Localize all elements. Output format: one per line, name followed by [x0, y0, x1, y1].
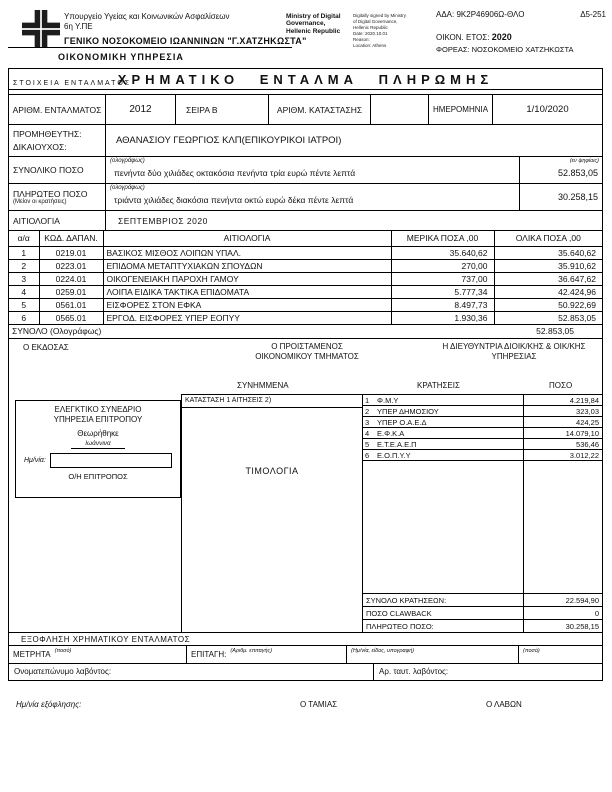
fiscal-year-label: ΟΙΚΟΝ. ΕΤΟΣ: — [436, 33, 490, 42]
col-partial-amounts: ΜΕΡΙΚΑ ΠΟΣΑ ,00 — [391, 231, 494, 246]
expense-row — [9, 311, 602, 324]
expense-row — [9, 259, 602, 272]
row-index: 2 — [9, 259, 39, 272]
warrant-form — [8, 68, 603, 681]
in-words-sublabel: (ολογράφως) — [110, 185, 145, 191]
stamp-detail-line: Date: 2020.10.01 — [353, 31, 388, 37]
in-digits-sublabel: (εν ψηφίοις) — [569, 158, 599, 164]
expense-description: ΕΡΓΟΔ. ΕΙΣΦΟΡΕΣ ΥΠΕΡ ΕΟΠΥΥ — [103, 311, 391, 324]
deduction-row — [363, 406, 602, 417]
clawback-row — [363, 606, 602, 619]
ministry-cross-logo — [22, 10, 60, 48]
deduction-row — [363, 417, 602, 428]
payoff-section-title: ΕΞΟΦΛΗΣΗ ΧΡΗΜΑΤΙΚΟΥ ΕΝΤΑΛΜΑΤΟΣ — [9, 632, 602, 646]
deduction-index: 4 — [365, 428, 370, 438]
audit-date-row — [24, 453, 172, 468]
payable-amount-label — [9, 184, 106, 210]
partial-amount: 1.930,36 — [391, 311, 494, 324]
payoff-date-label: Ημ/νία εξόφλησης: — [16, 700, 82, 709]
row-index: 3 — [9, 272, 39, 285]
total-amount-words — [106, 157, 520, 183]
audit-date-label: Ημ/νία: — [24, 457, 46, 465]
row-index: 6 — [9, 311, 39, 324]
expense-code: 0565.01 — [39, 311, 103, 324]
attachments-label: ΣΥΝΗΜΜΕΝΑ — [237, 380, 289, 390]
payable-amount-row — [9, 184, 602, 211]
expense-total-label: ΣΥΝΟΛΟ (Ολογράφως) — [9, 324, 494, 338]
net-payable-label: ΠΛΗΡΩΤΕΟ ΠΟΣΟ: — [366, 621, 434, 631]
expense-code: 0561.01 — [39, 298, 103, 311]
issuer-signature-label: Ο ΕΚΔΟΣΑΣ — [23, 342, 69, 352]
statement-number-value — [371, 95, 429, 124]
date-kind-sublabel: (Ημ/νία, είδος, υπογραφή) — [351, 647, 415, 654]
deduction-row — [363, 439, 602, 450]
ada-line — [436, 10, 606, 19]
approved-label: Θεωρήθηκε — [77, 429, 119, 439]
check-label: ΕΠΙΤΑΓΗ: — [191, 649, 227, 659]
running-total: 42.424,96 — [494, 285, 602, 298]
warrant-info-row — [9, 95, 602, 125]
department-name: ΟΙΚΟΝΟΜΙΚΗ ΥΠΗΡΕΣΙΑ — [58, 52, 184, 62]
deduction-name: ΥΠΕΡ Ο.Α.Ε.Δ — [377, 417, 427, 427]
expense-row — [9, 272, 602, 285]
section-labels-row — [9, 381, 602, 394]
health-region: 6η Υ.ΠΕ — [64, 22, 93, 32]
signatures-row — [9, 339, 602, 381]
expense-row — [9, 298, 602, 311]
agency-label: ΦΟΡΕΑΣ: — [436, 45, 470, 54]
hospital-name: ΓΕΝΙΚΟ ΝΟΣΟΚΟΜΕΙΟ ΙΩΑΝΝΙΝΩΝ "Γ.ΧΑΤΖΗΚΩΣΤΑ" — [64, 35, 307, 46]
fiscal-year-value: 2020 — [491, 32, 512, 42]
partial-amount: 8.497,73 — [391, 298, 494, 311]
deduction-name: Ε.Φ.Κ.Α — [377, 428, 405, 438]
deduction-index: 6 — [365, 450, 370, 460]
attachments-box — [181, 394, 363, 632]
justification-value: ΣΕΠΤΕΜΒΡΙΟΣ 2020 — [118, 215, 208, 226]
amount-label: ΠΟΣΟ — [549, 380, 573, 390]
stamp-detail-line: Location: Athens — [353, 43, 387, 49]
deduction-amount: 3.012,22 — [569, 450, 599, 460]
stamp-detail-line: Hellenic Republic — [353, 25, 388, 31]
supplier-label: ΠΡΟΜΗΘΕΥΤΗΣ: — [13, 129, 82, 139]
total-amount-digits — [520, 157, 602, 183]
deduction-index: 3 — [365, 417, 370, 427]
partial-amount: 5.777,34 — [391, 285, 494, 298]
audit-court-line2: ΥΠΗΡΕΣΙΑ ΕΠΙΤΡΟΠΟΥ — [53, 415, 143, 425]
payee-labels — [9, 125, 106, 156]
deduction-amount: 424,25 — [576, 417, 599, 427]
stamp-signer-name: Ministry of Digital Governance, Hellenic Republic — [286, 13, 341, 35]
col-index: α/α — [9, 231, 39, 246]
audit-court-box — [15, 400, 181, 498]
stamp-details — [353, 13, 406, 49]
running-total: 52.853,05 — [494, 311, 602, 324]
total-amount-row — [9, 157, 602, 184]
expense-row — [9, 285, 602, 298]
expense-header-row — [9, 231, 602, 246]
net-payable-value: 30.258,15 — [565, 621, 599, 631]
cashier-signature-label: Ο ΤΑΜΙΑΣ — [300, 700, 338, 709]
agency-value: ΝΟΣΟΚΟΜΕΙΟ ΧΑΤΖΗΚΩΣΤΑ — [471, 45, 574, 54]
justification-label: ΑΙΤΙΟΛΟΓΙΑ — [9, 211, 106, 230]
partial-amount: 737,00 — [391, 272, 494, 285]
amount-sublabel: (ποσό) — [523, 647, 540, 654]
col-expense-code: ΚΩΔ. ΔΑΠΑΝ. — [39, 231, 103, 246]
warrant-details-label: ΣΤΟΙΧΕΙΑ ΕΝΤΑΛΜΑΤΟΣ — [13, 80, 132, 87]
boxes-area — [9, 394, 602, 632]
row-index: 5 — [9, 298, 39, 311]
total-words-text: πενήντα δύο χιλιάδες οκτακόσια πενήντα τρία ευρώ πέντε λεπτά — [114, 168, 356, 178]
total-amount-label: ΣΥΝΟΛΙΚΟ ΠΟΣΟ — [9, 157, 106, 183]
finance-head-signature-label: Ο ΠΡΟΙΣΤΑΜΕΝΟΣ ΟΙΚΟΝΟΜΙΚΟΥ ΤΜΗΜΑΤΟΣ — [255, 341, 359, 361]
deduction-name: Ε.Ο.Π.Υ.Υ — [377, 450, 411, 460]
attachments-list: ΚΑΤΑΣΤΑΣΗ 1 ΑΙΤΗΣΕΙΣ 2) — [182, 395, 362, 408]
total-digits-value: 52.853,05 — [557, 168, 598, 178]
expense-total-value: 52.853,05 — [494, 324, 602, 338]
amount-cell — [519, 646, 602, 663]
deduction-row — [363, 395, 602, 406]
row-index: 1 — [9, 246, 39, 259]
date-value: 1/10/2020 — [526, 104, 569, 115]
stamp-detail-line: of Digital Governance, — [353, 19, 398, 25]
expense-description: ΕΙΣΦΟΡΕΣ ΣΤΟΝ ΕΦΚΑ — [103, 298, 391, 311]
page-title: ΧΡΗΜΑΤΙΚΟ ΕΝΤΑΛΜΑ ΠΛΗΡΩΜΗΣ — [117, 72, 494, 87]
warrant-number-value: 2012 — [106, 95, 176, 124]
check-cell — [187, 646, 347, 663]
document-header — [0, 0, 612, 68]
beneficiary-label: ΔΙΚΑΙΟΥΧΟΣ: — [13, 141, 67, 152]
expense-code: 0224.01 — [39, 272, 103, 285]
cash-cell — [9, 646, 187, 663]
commissioner-label: Ο/Η ΕΠΙΤΡΟΠΟΣ — [68, 472, 128, 482]
stamp-detail-line: Reason: — [353, 37, 370, 43]
deductions-label: ΚΡΑΤΗΣΕΙΣ — [417, 380, 460, 390]
payable-words-text: τριάντα χιλιάδες διακόσια πενήντα οκτώ ευρώ δέκα πέντε λεπτά — [114, 195, 354, 205]
col-description: ΑΙΤΙΟΛΟΓΙΑ — [103, 231, 391, 246]
payable-amount-words — [106, 184, 520, 210]
digital-signature-stamp — [286, 13, 444, 49]
expense-code: 0223.01 — [39, 259, 103, 272]
date-label: ΗΜΕΡΟΜΗΝΙΑ — [429, 95, 493, 124]
deduction-index: 5 — [365, 439, 370, 449]
running-total: 36.647,62 — [494, 272, 602, 285]
running-total: 35.640,62 — [494, 246, 602, 259]
cash-label: ΜΕΤΡΗΤΑ — [13, 649, 51, 659]
net-payable-row — [363, 619, 602, 632]
payment-method-row — [9, 646, 602, 664]
running-total: 35.910,62 — [494, 259, 602, 272]
stamp-detail-line: Digitally signed by Ministry — [353, 13, 407, 18]
payee-name: ΑΘΑΝΑΣΙΟΥ ΓΕΩΡΓΙΟΣ ΚΛΠ(ΕΠΙΚΟΥΡΙΚΟΙ ΙΑΤΡΟΙ) — [116, 135, 342, 146]
partial-amount: 270,00 — [391, 259, 494, 272]
expense-code: 0259.01 — [39, 285, 103, 298]
audit-date-field — [50, 453, 172, 468]
statement-number-label: ΑΡΙΘΜ. ΚΑΤΑΣΤΑΣΗΣ — [269, 95, 371, 124]
clawback-label: ΠΟΣΟ CLAWBACK — [366, 608, 432, 618]
deduction-row — [363, 428, 602, 439]
doc-code: Δ5-251 — [580, 10, 606, 19]
warrant-number-label: ΑΡΙΘΜ. ΕΝΤΑΛΜΑΤΟΣ — [9, 95, 106, 124]
deduction-index: 2 — [365, 406, 370, 416]
expense-description: ΕΠΙΔΟΜΑ ΜΕΤΑΠΤΥΧΙΑΚΩΝ ΣΠΟΥΔΩΝ — [103, 259, 391, 272]
audit-court-line1: ΕΛΕΓΚΤΙΚΟ ΣΥΝΕΔΡΙΟ — [54, 404, 142, 414]
title-row — [9, 69, 602, 90]
in-words-sublabel: (ολογράφως) — [110, 158, 145, 164]
deductions-totals — [363, 593, 602, 632]
ada-text — [436, 10, 524, 19]
deduction-index: 1 — [365, 395, 370, 405]
expense-code: 0219.01 — [39, 246, 103, 259]
expense-description: ΛΟΙΠΑ ΕΙΔΙΚΑ ΤΑΚΤΙΚΑ ΕΠΙΔΟΜΑΤΑ — [103, 285, 391, 298]
deduction-name: Φ.Μ.Υ — [377, 395, 399, 405]
row-index: 4 — [9, 285, 39, 298]
deduction-row — [363, 450, 602, 461]
expense-description: ΟΙΚΟΓΕΝΕΙΑΚΗ ΠΑΡΟΧΗ ΓΑΜΟΥ — [103, 272, 391, 285]
city-label: Ιωάννινα — [71, 440, 124, 449]
check-number-sublabel: (Αριθμ. επιταγής) — [230, 647, 273, 654]
deduction-name: Ε.Τ.Ε.Α.Ε.Π — [377, 439, 417, 449]
header-right-info — [436, 10, 606, 54]
ada-label: ΑΔΑ: — [436, 10, 455, 19]
fiscal-year-line — [436, 32, 606, 42]
ministry-block — [64, 12, 307, 47]
deduction-amount: 323,03 — [576, 406, 599, 416]
invoices-label: ΤΙΜΟΛΟΓΙΑ — [245, 465, 299, 476]
date-kind-cell — [347, 646, 519, 663]
series-label: ΣΕΙΡΑ Β — [176, 95, 269, 124]
deduction-name: ΥΠΕΡ ΔΗΜΟΣΙΟΥ — [377, 406, 439, 416]
payable-label-text: ΠΛΗΡΩΤΕΟ ΠΟΣΟ — [13, 189, 88, 199]
ministry-name: Υπουργείο Υγείας και Κοινωνικών Ασφαλίσεων — [64, 12, 230, 21]
ada-value: 9Κ2Ρ46906Ω-ΘΛΟ — [456, 10, 525, 19]
payable-amount-digits: 30.258,15 — [557, 192, 598, 202]
deduction-amount: 4.219,84 — [569, 395, 599, 405]
payable-sublabel: (Μείον οι κρατήσεις) — [13, 199, 67, 205]
expense-row — [9, 246, 602, 259]
deduction-amount: 14.079,10 — [565, 428, 599, 438]
deductions-total-value: 22.594,90 — [565, 595, 599, 605]
expense-description: ΒΑΣΙΚΟΣ ΜΙΣΘΟΣ ΛΟΙΠΩΝ ΥΠΑΛ. — [103, 246, 391, 259]
deductions-total-label: ΣΥΝΟΛΟ ΚΡΑΤΗΣΕΩΝ: — [366, 595, 447, 605]
partial-amount: 35.640,62 — [391, 246, 494, 259]
director-signature-label: Η ΔΙΕΥΘΥΝΤΡΙΑ ΔΙΟΙΚ/ΚΗΣ & ΟΙΚ/ΚΗΣ ΥΠΗΡΕΣΙΑΣ — [442, 341, 586, 361]
recipient-name-label: Ονοματεπώνυμο λαβόντος: — [9, 664, 374, 680]
department-divider — [8, 47, 292, 48]
receiver-signature-label: Ο ΛΑΒΩΝ — [486, 700, 522, 709]
deductions-total-row — [363, 593, 602, 606]
justification-row — [9, 211, 602, 231]
deductions-box — [363, 394, 602, 632]
running-total: 50.922,69 — [494, 298, 602, 311]
col-total-amounts: ΟΛΙΚΑ ΠΟΣΑ ,00 — [494, 231, 602, 246]
recipient-row — [9, 664, 602, 680]
expense-table — [9, 231, 602, 339]
deduction-amount: 536,46 — [576, 439, 599, 449]
recipient-id-label: Αρ. ταυτ. λαβόντος: — [379, 667, 449, 676]
payee-row — [9, 125, 602, 157]
clawback-value: 0 — [594, 608, 599, 618]
agency-line — [436, 45, 606, 54]
expense-total-row — [9, 324, 602, 338]
cash-amount-sublabel: (ποσό) — [54, 647, 72, 654]
